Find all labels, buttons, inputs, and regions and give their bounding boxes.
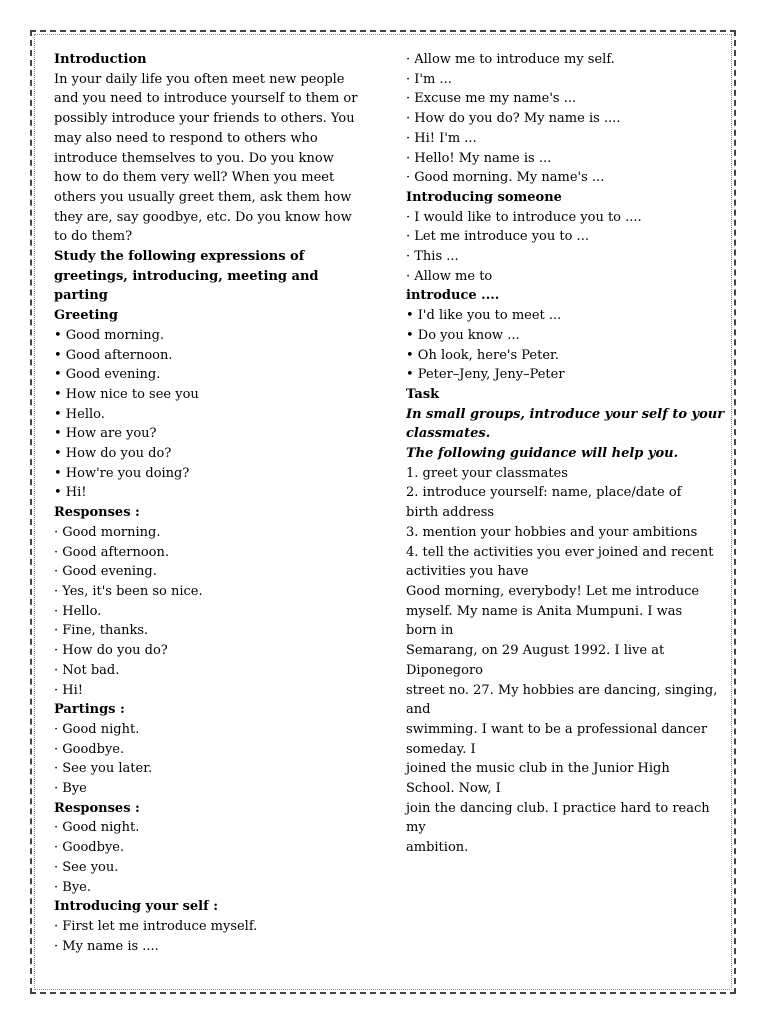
left-column-line: • How're you doing? <box>54 465 190 481</box>
right-column-line: · Allow me to introduce my self. <box>406 52 615 67</box>
right-column-line: Good morning, everybody! Let me introduce <box>406 583 700 599</box>
left-column-line: Introducing your self : <box>54 899 219 915</box>
right-column <box>406 50 725 858</box>
left-column-line: · Good afternoon. <box>54 544 169 560</box>
right-column-line: and <box>406 702 431 718</box>
left-column-line: and you need to introduce yourself to them or <box>54 91 358 107</box>
left-column-line: · Good morning. <box>54 524 161 540</box>
right-column-line: birth address <box>406 505 495 521</box>
right-column-line: classmates. <box>406 426 491 442</box>
left-column-line: Responses : <box>54 505 140 521</box>
left-column-line: parting <box>54 288 108 304</box>
right-column-line: · Let me introduce you to ... <box>406 229 589 245</box>
left-column <box>54 50 374 956</box>
right-column-line: · I'm ... <box>406 71 452 87</box>
left-column-line: • How nice to see you <box>54 386 199 402</box>
left-column-line: • Hello. <box>54 406 105 422</box>
left-column-line: · See you later. <box>54 761 153 777</box>
left-column-line: they are, say goodbye, etc. Do you know how <box>54 209 352 225</box>
right-column-line: activities you have <box>406 564 529 580</box>
left-column-line: · See you. <box>54 859 119 875</box>
left-column-line: · Goodbye. <box>54 741 125 757</box>
left-column-line: others you usually greet them, ask them how <box>54 189 352 205</box>
left-column-line: · Hi! <box>54 682 83 698</box>
right-column-line: • Do you know ... <box>406 327 520 343</box>
left-column-line: introduce themselves to you. Do you know <box>54 150 334 166</box>
right-column-line: Task <box>406 386 440 402</box>
right-column-line: • Oh look, here's Peter. <box>406 347 559 363</box>
right-column-line: · Hello! My name is ... <box>406 150 552 166</box>
left-column-line: · Hello. <box>54 603 102 619</box>
left-column-line: Partings : <box>54 702 125 718</box>
right-column-line: Introducing someone <box>406 189 562 205</box>
right-column-line: · Good morning. My name's ... <box>406 170 605 186</box>
left-column-line: · Good evening. <box>54 564 157 580</box>
left-column-line: · Goodbye. <box>54 840 125 856</box>
right-column-line: my <box>406 820 426 836</box>
left-column-line: · Bye <box>54 781 87 797</box>
right-column-line: Diponegoro <box>406 662 483 678</box>
right-column-line: · Allow me to <box>406 268 493 284</box>
left-column-line: may also need to respond to others who <box>54 130 318 146</box>
right-column-line: 4. tell the activities you ever joined and recent <box>406 544 714 560</box>
right-column-line: 1. greet your classmates <box>406 465 568 481</box>
left-column-line: • How are you? <box>54 426 157 442</box>
left-column-line: In your daily life you often meet new people <box>54 71 345 87</box>
left-column-line: how to do them very well? When you meet <box>54 170 335 186</box>
left-column-line: • Good evening. <box>54 367 161 383</box>
right-column-line: The following guidance will help you. <box>406 446 679 462</box>
right-column-line: swimming. I want to be a professional dancer <box>406 721 708 737</box>
right-column-line: · Hi! I'm ... <box>406 130 477 146</box>
left-column-line: • Good afternoon. <box>54 347 173 363</box>
left-column-line: • Good morning. <box>54 327 165 343</box>
right-column-line: myself. My name is Anita Mumpuni. I was <box>406 603 683 619</box>
left-column-line: · First let me introduce myself. <box>54 918 258 934</box>
left-column-line: · Fine, thanks. <box>54 623 149 639</box>
left-column-line: · How do you do? <box>54 643 168 659</box>
left-column-line: greetings, introducing, meeting and <box>54 268 319 284</box>
right-column-line: In small groups, introduce your self to your <box>406 406 725 422</box>
left-column-line: Responses : <box>54 800 140 816</box>
right-column-line: join the dancing club. I practice hard to reach <box>406 800 710 816</box>
left-column-line: · Good night. <box>54 721 140 737</box>
left-column-line: · Good night. <box>54 820 140 836</box>
left-column-line: · Bye. <box>54 879 91 895</box>
left-column-line: Greeting <box>54 308 118 324</box>
right-column-line: Semarang, on 29 August 1992. I live at <box>406 643 665 659</box>
right-column-line: street no. 27. My hobbies are dancing, singing, <box>406 682 718 698</box>
right-column-line: • Peter–Jeny, Jeny–Peter <box>406 367 565 383</box>
right-column-line: · This ... <box>406 249 459 265</box>
right-column-line: born in <box>406 623 454 639</box>
left-column-line: · My name is .... <box>54 938 159 954</box>
right-column-line: introduce .... <box>406 288 500 304</box>
right-column-line: · Excuse me my name's ... <box>406 91 577 107</box>
left-column-line: • How do you do? <box>54 446 172 462</box>
right-column-line: joined the music club in the Junior High <box>406 761 670 777</box>
left-column-line: · Not bad. <box>54 662 120 678</box>
right-column-line: 3. mention your hobbies and your ambitions <box>406 524 698 540</box>
left-column-line: to do them? <box>54 229 133 245</box>
left-column-line: possibly introduce your friends to others. You <box>54 111 355 127</box>
right-column-line: ambition. <box>406 840 469 856</box>
right-column-line: • I'd like you to meet ... <box>406 308 562 324</box>
right-column-line: 2. introduce yourself: name, place/date of <box>406 485 682 501</box>
left-column-line: • Hi! <box>54 485 87 501</box>
left-column-line: · Yes, it's been so nice. <box>54 583 203 599</box>
left-column-line: Introduction <box>54 52 147 67</box>
right-column-line: someday. I <box>406 741 476 757</box>
right-column-line: School. Now, I <box>406 781 501 797</box>
right-column-line: · How do you do? My name is .... <box>406 111 621 127</box>
left-column-line: Study the following expressions of <box>54 249 305 265</box>
right-column-line: · I would like to introduce you to .... <box>406 209 642 225</box>
